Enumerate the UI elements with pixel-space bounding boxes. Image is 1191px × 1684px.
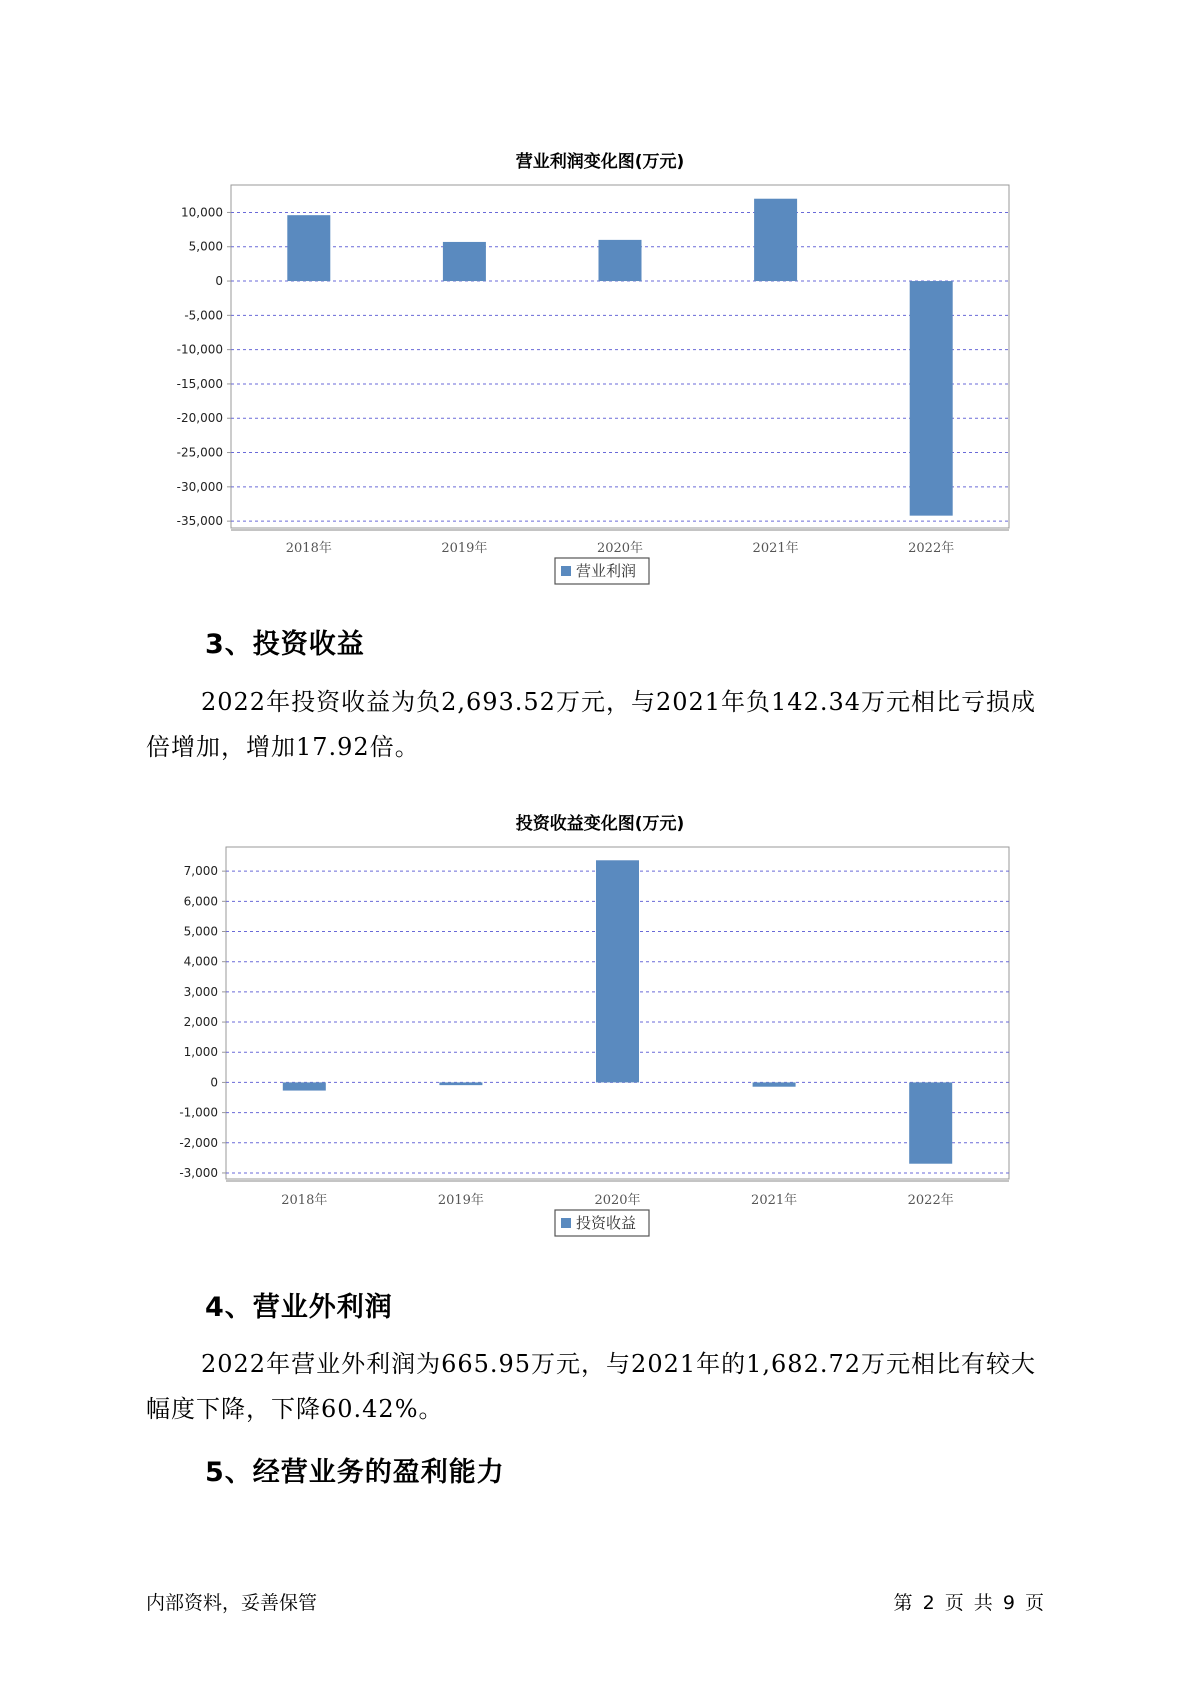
bar-2018年: [287, 215, 330, 281]
legend-label: 投资收益: [576, 1214, 637, 1232]
footer-confidential-note: 内部资料，妥善保管: [146, 1592, 318, 1614]
y-tick-label: 0: [210, 1075, 218, 1090]
y-tick-label: 6,000: [183, 894, 218, 909]
bar-2020年: [596, 860, 639, 1082]
y-tick-label: -10,000: [176, 342, 223, 357]
footer-page-number: [892, 1588, 1046, 1615]
bar-2022年: [909, 1082, 952, 1163]
x-tick-label: 2020年: [594, 1193, 641, 1208]
chart-title: 营业利润变化图(万元): [515, 152, 685, 172]
y-tick-label: -2,000: [179, 1135, 218, 1150]
y-tick-label: 5,000: [188, 239, 223, 254]
x-tick-label: 2019年: [437, 1193, 484, 1208]
page-num: 2: [922, 1592, 935, 1614]
y-tick-label: 5,000: [183, 924, 218, 939]
page-label-mid: 页: [944, 1592, 964, 1614]
plot-area: [231, 185, 1009, 528]
total-pages: 9: [1002, 1592, 1015, 1614]
page-label-pre: 第: [893, 1592, 913, 1614]
x-tick-label: 2022年: [907, 1193, 954, 1208]
bar-2019年: [439, 1082, 482, 1085]
x-tick-label: 2018年: [285, 541, 332, 556]
y-tick-label: -1,000: [179, 1105, 218, 1120]
section-4-heading: 4、营业外利润: [205, 1292, 393, 1323]
y-tick-label: -20,000: [176, 411, 223, 426]
y-tick-label: -35,000: [176, 514, 223, 529]
operating-profit-chart-svg: [0, 130, 1191, 600]
x-tick-label: 2021年: [751, 1193, 798, 1208]
x-tick-label: 2020年: [596, 541, 644, 556]
bar-2022年: [910, 281, 953, 516]
chart-title: 投资收益变化图(万元): [515, 814, 685, 834]
bar-2021年: [754, 199, 797, 281]
y-tick-label: 7,000: [183, 864, 218, 879]
section-3-heading: 3、投资收益: [205, 629, 365, 660]
section-4-paragraph: 2022年营业外利润为665.95万元，与2021年的1,682.72万元相比有较大幅度下降，下降60.42%。: [146, 1350, 1037, 1423]
y-tick-label: 3,000: [183, 984, 218, 999]
bar-2018年: [283, 1082, 326, 1090]
operating-profit-chart: [0, 130, 1191, 600]
x-tick-label: 2021年: [752, 541, 799, 556]
y-tick-label: -15,000: [176, 376, 223, 391]
total-label-post: 页: [1024, 1592, 1044, 1614]
total-label-pre: 共: [973, 1592, 993, 1614]
x-tick-label: 2018年: [281, 1193, 328, 1208]
investment-income-chart-svg: [0, 792, 1191, 1262]
bar-2021年: [753, 1082, 796, 1086]
legend-label: 营业利润: [576, 562, 637, 580]
bar-2019年: [443, 242, 486, 281]
y-tick-label: -5,000: [184, 308, 223, 323]
section-5-heading: 5、经营业务的盈利能力: [205, 1457, 505, 1488]
x-tick-label: 2019年: [441, 541, 488, 556]
investment-income-chart: [0, 792, 1191, 1262]
bar-2020年: [599, 240, 642, 281]
y-tick-label: 2,000: [183, 1015, 218, 1030]
legend-swatch: [561, 1218, 571, 1228]
y-tick-label: -30,000: [176, 479, 223, 494]
y-tick-label: -3,000: [179, 1165, 218, 1180]
y-tick-label: 0: [215, 274, 223, 289]
section-3-paragraph: 2022年投资收益为负2,693.52万元，与2021年负142.34万元相比亏损成倍增加，增加17.92倍。: [146, 688, 1037, 761]
y-tick-label: -25,000: [176, 445, 223, 460]
y-tick-label: 4,000: [183, 954, 218, 969]
x-tick-label: 2022年: [908, 541, 955, 556]
y-tick-label: 10,000: [181, 205, 223, 220]
y-tick-label: 1,000: [183, 1045, 218, 1060]
legend-swatch: [561, 566, 571, 576]
